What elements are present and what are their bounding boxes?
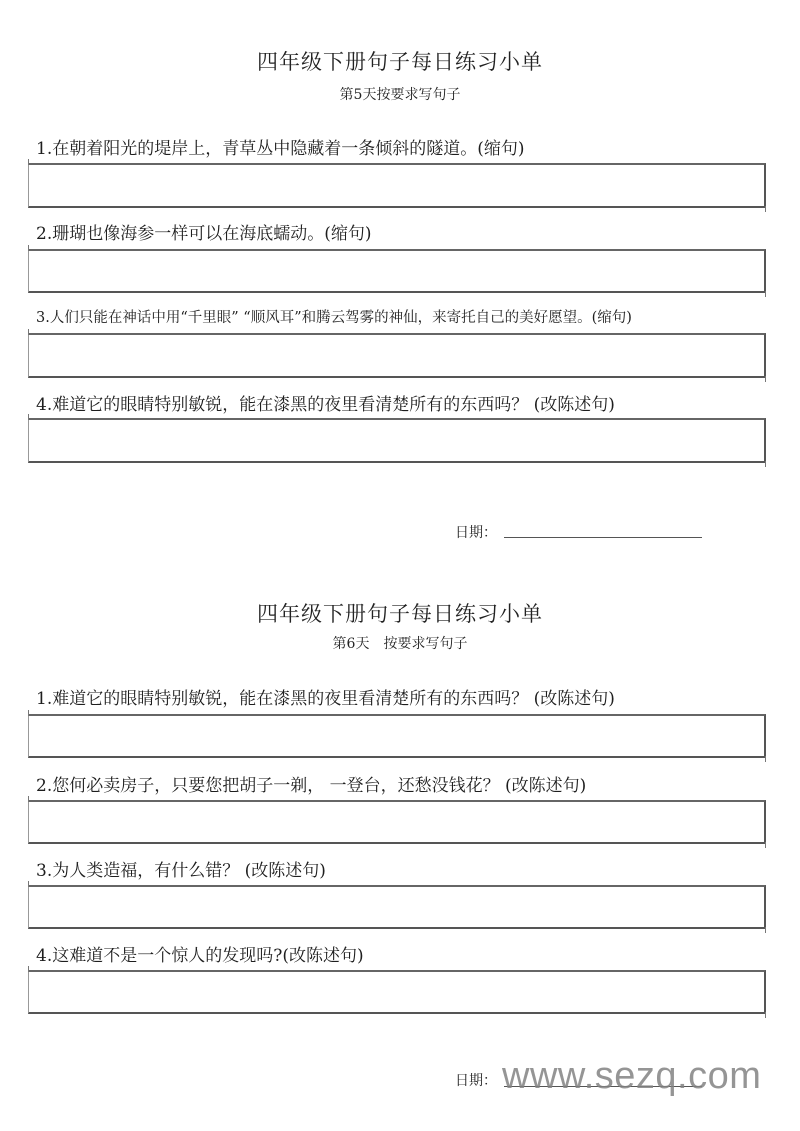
watermark-text: www.sezq.com [502, 1055, 762, 1097]
question-text: 您何必卖房子，只要您把胡子一剃， 一登台，还愁没钱花？ (改陈述句) [52, 776, 587, 796]
worksheet-subtitle: 第6天 按要求写句子 [332, 636, 468, 652]
question-text: 难道它的眼睛特别敏锐，能在漆黑的夜里看清楚所有的东西吗？ (改陈述句) [52, 395, 615, 415]
answer-box-3[interactable] [28, 333, 766, 378]
question-1 [36, 134, 525, 159]
worksheet-title: 四年级下册句子每日练习小单 [257, 602, 543, 626]
answer-box-1[interactable] [28, 714, 766, 758]
question-3 [36, 856, 326, 881]
answer-box-4[interactable] [28, 418, 766, 463]
answer-box-2[interactable] [28, 249, 766, 293]
question-number: 2. [36, 224, 53, 244]
question-number: 2. [36, 776, 53, 796]
question-2 [36, 771, 586, 796]
answer-box-2[interactable] [28, 800, 766, 844]
question-number: 4. [36, 395, 53, 415]
answer-box-3[interactable] [28, 885, 766, 929]
date-label: 日期： [455, 525, 497, 541]
question-number: 3. [36, 861, 53, 881]
question-number: 3. [36, 310, 50, 326]
question-text: 这难道不是一个惊人的发现吗?(改陈述句) [52, 946, 364, 966]
question-number: 4. [36, 946, 53, 966]
answer-box-1[interactable] [28, 163, 766, 208]
question-4 [36, 390, 615, 415]
question-number: 1. [36, 139, 53, 159]
question-2 [36, 219, 372, 244]
worksheet-title: 四年级下册句子每日练习小单 [257, 50, 543, 74]
question-text: 珊瑚也像海参一样可以在海底蠕动。(缩句) [52, 224, 372, 244]
question-text: 人们只能在神话中用“千里眼” “顺风耳”和腾云驾雾的神仙，来寄托自己的美好愿望。(缩句) [49, 310, 632, 326]
question-4 [36, 941, 364, 966]
date-label: 日期： [455, 1073, 497, 1089]
question-number: 1. [36, 689, 53, 709]
question-text: 在朝着阳光的堤岸上，青草丛中隐藏着一条倾斜的隧道。(缩句) [52, 139, 525, 159]
question-text: 难道它的眼睛特别敏锐，能在漆黑的夜里看清楚所有的东西吗？ (改陈述句) [52, 689, 615, 709]
question-3 [36, 306, 632, 327]
question-1 [36, 684, 615, 709]
answer-box-4[interactable] [28, 970, 766, 1014]
date-input-line[interactable] [504, 537, 702, 538]
worksheet-subtitle: 第5天按要求写句子 [339, 87, 461, 103]
question-text: 为人类造福，有什么错？ (改陈述句) [52, 861, 326, 881]
